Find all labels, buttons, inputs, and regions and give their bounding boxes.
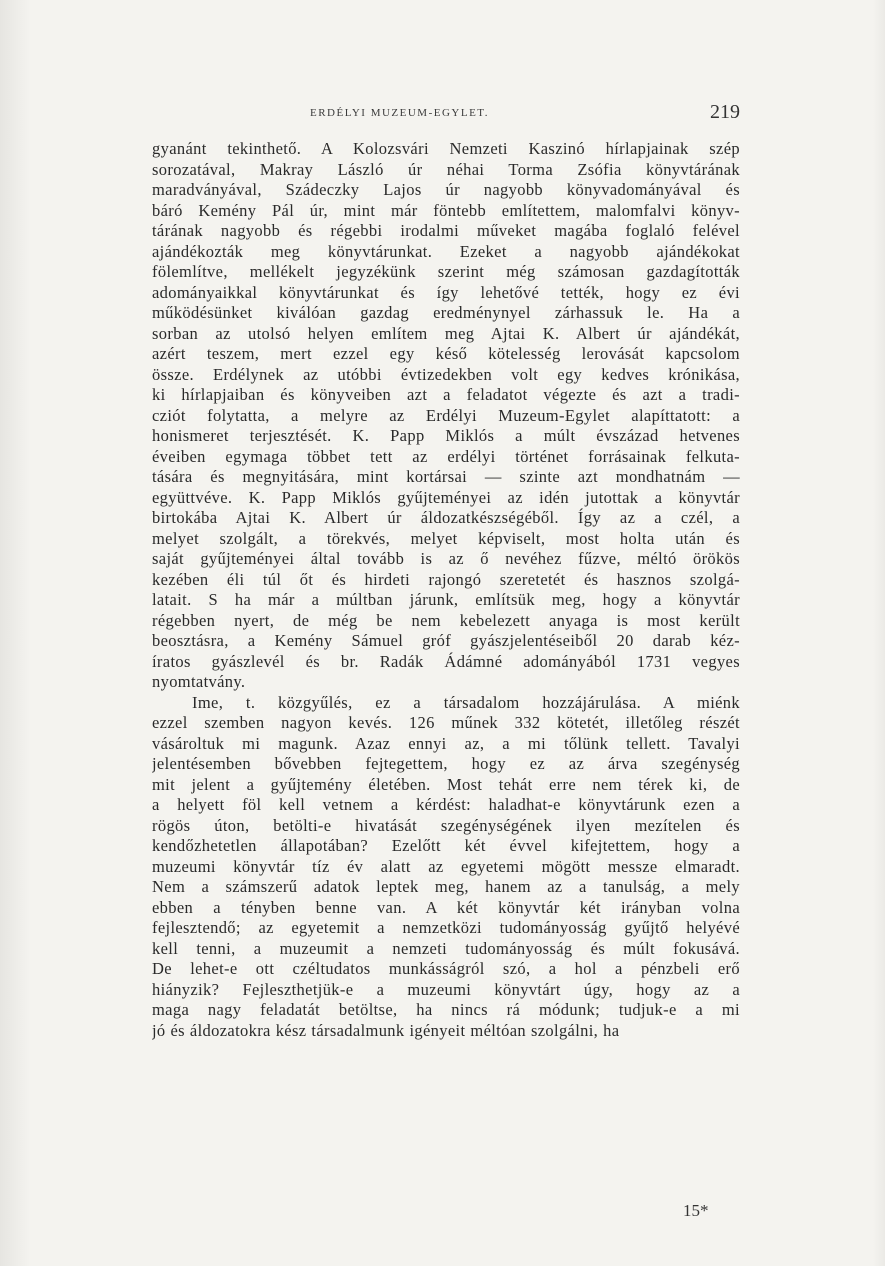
paragraph bbox=[152, 139, 740, 693]
text-line: sorozatával, Makray László úr néhai Torma Zsófia könyvtárának bbox=[152, 159, 740, 179]
text-line: Ime, t. közgyűlés, ez a társadalom hozzájárulása. A miénk bbox=[192, 692, 740, 712]
text-line: ezzel szemben nagyon kevés. 126 műnek 332 kötetét, illetőleg részét bbox=[152, 713, 740, 732]
text-line: tárának nagyobb és régebbi irodalmi műveket magába foglaló felével bbox=[152, 221, 740, 240]
text-line: ebben a tényben benne van. A két könyvtár két irányban volna bbox=[152, 897, 740, 917]
text-line: fölemlítve, mellékelt jegyzékünk szerint még számosan gazdagították bbox=[152, 262, 740, 281]
text-line: fejlesztendő; az egyetemit a nemzetközi tudományosság gyűjtő helyévé bbox=[152, 918, 740, 937]
text-line: éveiben egymaga többet tett az erdélyi történet forrásainak felkuta- bbox=[152, 446, 740, 466]
text-line: maradványával, Szádeczky Lajos úr nagyobb könyvadományával és bbox=[152, 180, 740, 199]
text-line: maga nagy feladatát betöltse, ha nincs rá módunk; tudjuk-e a mi bbox=[152, 1000, 740, 1019]
page-edge-shadow bbox=[873, 0, 885, 1266]
page-spine-shadow bbox=[0, 0, 30, 1266]
text-line: hiányzik? Fejleszthetjük-e a muzeumi könyvtárt úgy, hogy az a bbox=[152, 979, 740, 999]
text-line: adományaikkal könyvtárunkat és így lehetővé tették, hogy ez évi bbox=[152, 282, 740, 302]
signature-mark: 15* bbox=[683, 1201, 709, 1220]
text-line: kendőzhetetlen állapotában? Ezelőtt két évvel kifejtettem, hogy a bbox=[152, 836, 740, 855]
page-header bbox=[160, 103, 740, 127]
text-line: sorban az utolsó helyen említem meg Ajtai K. Albert úr ajándékát, bbox=[152, 323, 740, 343]
text-line: honismeret terjesztését. K. Papp Miklós a múlt évszázad hetvenes bbox=[152, 426, 740, 445]
text-line: azért teszem, mert ezzel egy késő kötelesség lerovását kapcsolom bbox=[152, 344, 740, 363]
text-line: birtokába Ajtai K. Albert úr áldozatkészségéből. Így az a czél, a bbox=[152, 508, 740, 527]
text-line: melyet szolgált, a törekvés, melyet képviselt, most holta után és bbox=[152, 528, 740, 548]
text-line: saját gyűjteményei által tovább is az ő nevéhez fűzve, méltó örökös bbox=[152, 549, 740, 568]
text-line: össze. Erdélynek az utóbbi évtizedekben volt egy kedves krónikása, bbox=[152, 364, 740, 384]
text-line: együttvéve. K. Papp Miklós gyűjteményei az idén jutottak a könyvtár bbox=[152, 487, 740, 507]
text-line: ki hírlapjaiban és könyveiben azt a feladatot végezte és azt a tradi- bbox=[152, 385, 740, 404]
text-line: nyomtatvány. bbox=[152, 672, 246, 691]
text-line: kezében éli túl őt és hirdeti rajongó szeretetét és hasznos szolgá- bbox=[152, 569, 740, 589]
text-line: a helyett föl kell vetnem a kérdést: haladhat-e könyvtárunk ezen a bbox=[152, 795, 740, 814]
page-number: 219 bbox=[710, 101, 740, 123]
text-line: mit jelent a gyűjtemény életében. Most tehát erre nem térek ki, de bbox=[152, 774, 740, 794]
text-line: vásároltuk mi magunk. Azaz ennyi az, a mi tőlünk tellett. Tavalyi bbox=[152, 733, 740, 753]
running-head: ERDÉLYI MUZEUM-EGYLET. bbox=[310, 107, 489, 119]
text-line: De lehet-e ott czéltudatos munkásságról szó, a hol a pénzbeli erő bbox=[152, 959, 740, 978]
body-text bbox=[152, 139, 740, 1041]
text-line: tására és megnyitására, mint kortársai — szinte azt mondhatnám — bbox=[152, 467, 740, 486]
text-line: működésünket kiválóan gazdag eredménynyel zárhassuk le. Ha a bbox=[152, 303, 740, 322]
text-line: jelentésemben bővebben fejtegettem, hogy ez az árva szegénység bbox=[152, 754, 740, 773]
text-line: íratos gyászlevél és br. Radák Ádámné adományából 1731 vegyes bbox=[152, 651, 740, 671]
text-line: kell tenni, a muzeumit a nemzeti tudományosság és múlt fokusává. bbox=[152, 938, 740, 958]
text-line: beosztásra, a Kemény Sámuel gróf gyászjelentéseiből 20 darab kéz- bbox=[152, 631, 740, 650]
text-line: rögös úton, betölti-e hivatását szegénységének ilyen mezítelen és bbox=[152, 815, 740, 835]
text-line: ajándékozták meg könyvtárunkat. Ezeket a nagyobb ajándékokat bbox=[152, 241, 740, 261]
text-line: muzeumi könyvtár tíz év alatt az egyetemi mögött messze elmaradt. bbox=[152, 856, 740, 876]
paragraph bbox=[152, 693, 740, 1042]
text-line: cziót folytatta, a melyre az Erdélyi Muzeum-Egylet alapíttatott: a bbox=[152, 405, 740, 425]
text-line: gyanánt tekinthető. A Kolozsvári Nemzeti Kaszinó hírlapjainak szép bbox=[152, 139, 740, 158]
text-line: jó és áldozatokra kész társadalmunk igényeit méltóan szolgálni, ha bbox=[152, 1020, 620, 1040]
text-line: latait. S ha már a múltban járunk, említsük meg, hogy a könyvtár bbox=[152, 590, 740, 609]
text-line: régebben nyert, de még be nem kebelezett anyaga is most került bbox=[152, 610, 740, 630]
text-line: Nem a számszerű adatok leptek meg, hanem az a tanulság, a mely bbox=[152, 877, 740, 896]
text-line: báró Kemény Pál úr, mint már föntebb említettem, malomfalvi könyv- bbox=[152, 200, 740, 220]
